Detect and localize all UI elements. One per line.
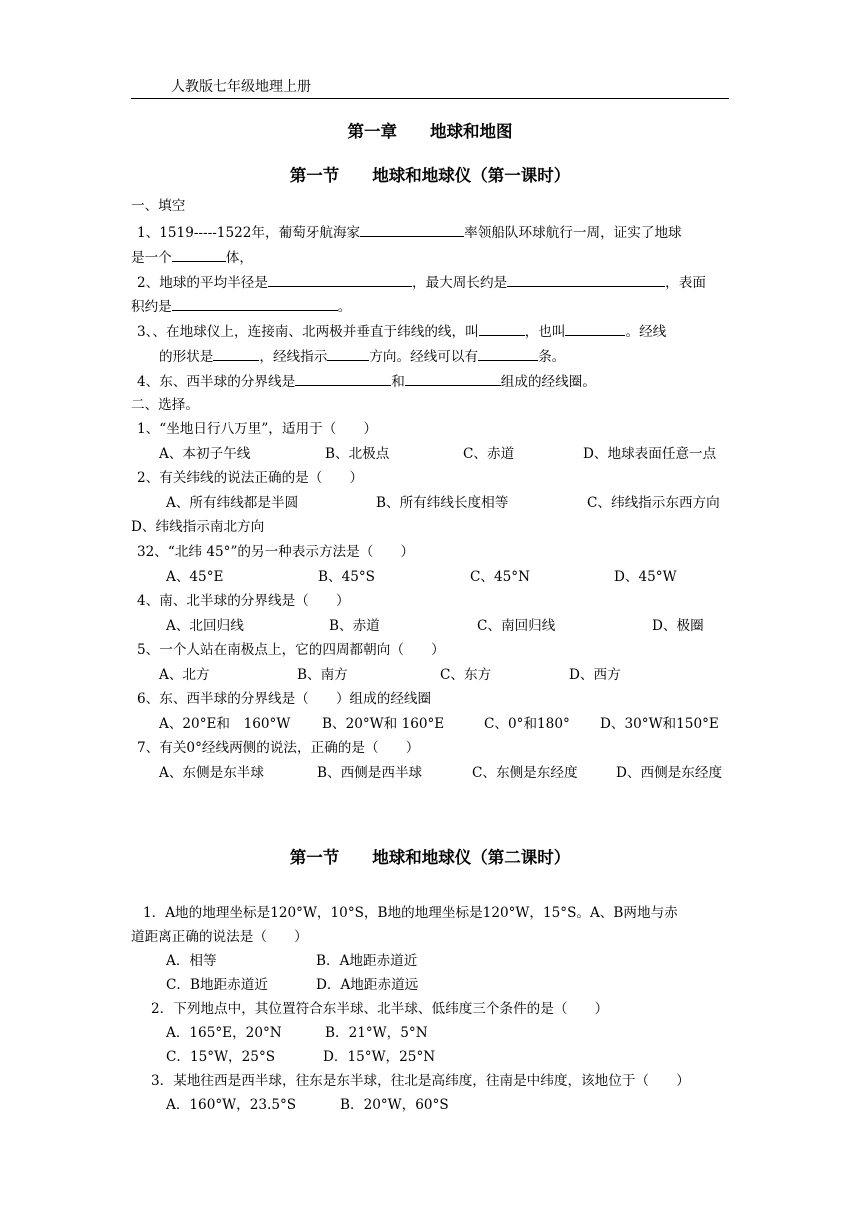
blank-meridian-alt <box>565 321 625 336</box>
mc-q3-opt-b: B、45°S <box>318 569 375 585</box>
s2-q1-line2: 道距离正确的说法是（ ） <box>131 929 308 945</box>
blank-radius <box>268 272 412 287</box>
mc-q1: 1、“坐地日行八万里”，适用于（ ） <box>137 421 378 437</box>
blank-shape <box>172 247 226 262</box>
mc-q1-opt-c: C、赤道 <box>463 446 515 462</box>
mc-q3: 32、“北纬 45°”的另一种表示方法是（ ） <box>137 544 415 560</box>
mc-q2: 2、有关纬线的说法正确的是（ ） <box>137 470 364 486</box>
q4-line <box>137 371 596 391</box>
q3-text-f: 方向。经线可以有 <box>369 349 479 365</box>
q1-line1 <box>137 222 682 242</box>
blank-count <box>478 346 538 361</box>
s2-q2-opt-d: D．15°W，25°N <box>323 1049 436 1065</box>
q3-text-d: 的形状是 <box>159 349 214 365</box>
mc-q2-opt-a: A、所有纬线都是半圆 <box>166 495 299 511</box>
mc-q6-opt-a: A、20°E和 160°W <box>159 716 291 732</box>
s2-q1-opt-b: B．A地距赤道近 <box>316 953 418 969</box>
q1-text-a: 1、1519-----1522年，葡萄牙航海家 <box>137 225 361 241</box>
q3-text-e: ，经线指示 <box>259 349 328 365</box>
s2-q2-opt-b: B．21°W，5°N <box>325 1025 428 1041</box>
part2-heading: 二、选择。 <box>131 397 199 413</box>
mc-q6: 6、东、西半球的分界线是（ ）组成的经线圈 <box>137 691 432 707</box>
q2-text-e: 。 <box>337 299 352 315</box>
blank-boundary2 <box>405 371 501 386</box>
q4-text-c: 组成的经线圈。 <box>500 374 596 390</box>
q2-text-d: 积约是 <box>131 299 172 315</box>
s2-q3-opt-b: B．20°W，60°S <box>340 1097 449 1113</box>
mc-q4-opt-d: D、极圈 <box>652 618 704 634</box>
chapter-title: 第一章 地球和地图 <box>347 122 513 141</box>
q3-line1 <box>137 321 666 341</box>
mc-q3-opt-c: C、45°N <box>470 569 530 585</box>
mc-q5-opt-b: B、南方 <box>297 667 348 683</box>
mc-q2-opt-b: B、所有纬线长度相等 <box>376 495 509 511</box>
q4-text-b: 和 <box>391 374 405 390</box>
mc-q3-opt-a: A、45°E <box>166 569 224 585</box>
mc-q5-opt-c: C、东方 <box>440 667 492 683</box>
mc-q7-opt-a: A、东侧是东半球 <box>159 765 264 781</box>
mc-q6-opt-c: C、0°和180° <box>484 716 570 732</box>
mc-q4-opt-a: A、北回归线 <box>166 618 244 634</box>
q4-text-a: 4、东、西半球的分界线是 <box>137 374 296 390</box>
s2-q1-opt-c: C．B地距赤道近 <box>166 977 268 993</box>
s2-q2: 2．下列地点中，其位置符合东半球、北半球、低纬度三个条件的是（ ） <box>151 1001 609 1017</box>
blank-boundary1 <box>295 371 391 386</box>
mc-q5-opt-d: D、西方 <box>569 667 621 683</box>
q2-line1 <box>137 272 706 292</box>
q3-line2 <box>159 346 565 366</box>
q1-text-c: 是一个 <box>131 250 172 266</box>
mc-q4-opt-c: C、南回归线 <box>477 618 556 634</box>
blank-direction <box>327 346 369 361</box>
blank-area <box>172 296 338 311</box>
blank-meridian <box>479 321 525 336</box>
s2-q3: 3．某地往西是西半球，往东是东半球，往北是高纬度，往南是中纬度，该地位于（ ） <box>151 1073 690 1089</box>
q2-text-a: 2、地球的平均半径是 <box>137 275 268 291</box>
q2-text-c: ，表面 <box>665 275 706 291</box>
mc-q5: 5、一个人站在南极点上，它的四周都朝向（ ） <box>137 642 445 658</box>
s2-q3-opt-a: A．160°W，23.5°S <box>166 1097 297 1113</box>
mc-q2-opt-c: C、纬线指示东西方向 <box>587 495 720 511</box>
blank-meridian-shape <box>213 346 259 361</box>
q3-text-b: ，也叫 <box>524 324 566 340</box>
q3-text-g: 条。 <box>538 349 566 365</box>
mc-q6-opt-d: D、30°W和150°E <box>600 716 719 732</box>
q1-text-b: 率领船队环球航行一周，证实了地球 <box>464 225 682 241</box>
header-text: 人教版七年级地理上册 <box>171 79 311 95</box>
s2-q1-opt-a: A．相等 <box>166 953 217 969</box>
s2-q1-line1: 1．A地的地理坐标是120°W，10°S，B地的地理坐标是120°W，15°S。A、B两地与赤 <box>143 905 678 921</box>
mc-q4: 4、南、北半球的分界线是（ ） <box>137 593 350 609</box>
mc-q1-opt-a: A、本初子午线 <box>159 446 251 462</box>
mc-q7-opt-d: D、西侧是东经度 <box>616 765 723 781</box>
s2-q2-opt-a: A．165°E，20°N <box>166 1025 282 1041</box>
mc-q7-opt-b: B、西侧是西半球 <box>317 765 423 781</box>
mc-q5-opt-a: A、北方 <box>159 667 210 683</box>
section1-title: 第一节 地球和地球仪（第一课时） <box>289 166 571 185</box>
mc-q7: 7、有关0°经线两侧的说法，正确的是（ ） <box>137 740 420 756</box>
mc-q7-opt-c: C、东侧是东经度 <box>472 765 578 781</box>
mc-q2-opt-d: D、纬线指示南北方向 <box>131 519 265 535</box>
mc-q4-opt-b: B、赤道 <box>329 618 380 634</box>
mc-q1-opt-b: B、北极点 <box>325 446 390 462</box>
q2-text-b: ，最大周长约是 <box>412 275 508 291</box>
q3-text-c: 。经线 <box>625 324 667 340</box>
part1-heading: 一、填空 <box>131 198 186 214</box>
s2-q2-opt-c: C．15°W，25°S <box>166 1049 276 1065</box>
page-header <box>131 76 729 99</box>
mc-q6-opt-b: B、20°W和 160°E <box>322 716 445 732</box>
mc-q1-opt-d: D、地球表面任意一点 <box>583 446 717 462</box>
s2-q1-opt-d: D．A地距赤道远 <box>316 977 419 993</box>
section2-title: 第一节 地球和地球仪（第二课时） <box>289 848 571 867</box>
q1-text-d: 体， <box>225 250 253 266</box>
blank-navigator <box>360 222 464 237</box>
q1-line2 <box>131 247 253 267</box>
blank-circumference <box>507 272 665 287</box>
q2-line2 <box>131 296 351 316</box>
q3-text-a: 3、、在地球仪上，连接南、北两极并垂直于纬线的线，叫 <box>137 324 479 340</box>
mc-q3-opt-d: D、45°W <box>614 569 677 585</box>
